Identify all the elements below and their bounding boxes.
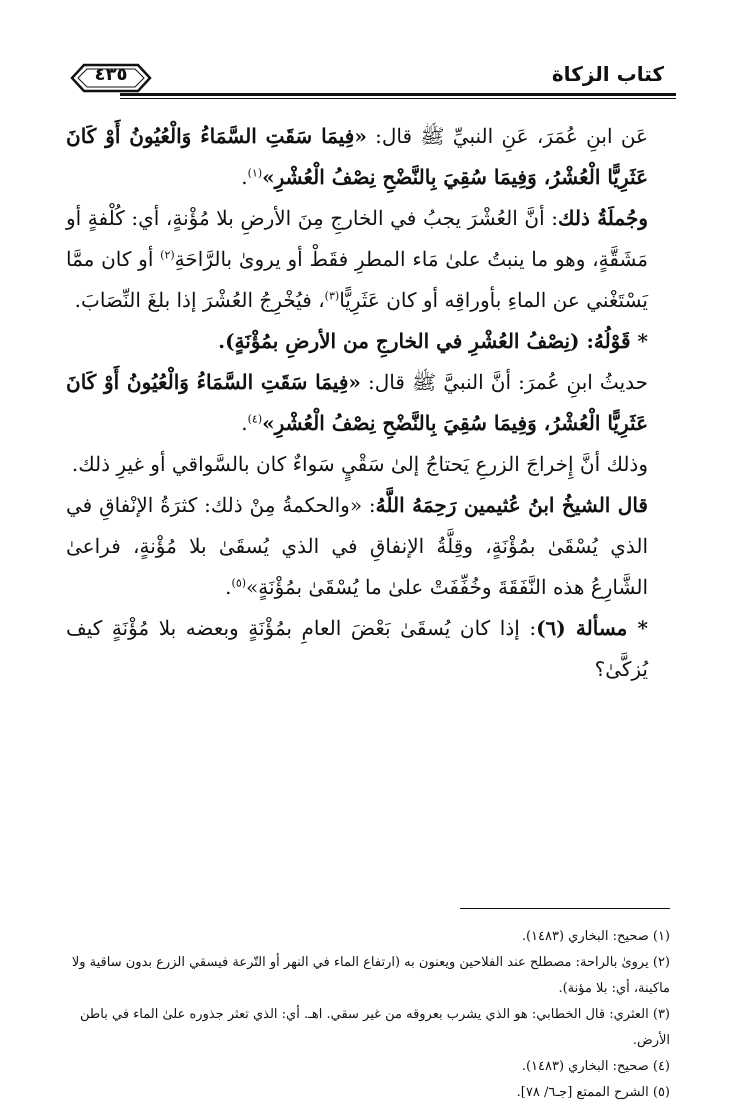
sentence-end: .	[241, 165, 248, 189]
page-number-badge	[70, 62, 152, 94]
page-header	[60, 52, 676, 104]
hadith-quote: «فِيمَا سَقَتِ السَّمَاءُ وَالْعُيُونُ أَوْ كَانَ عَثَرِيًّا الْعُشْرُ، وَفِيمَا سُقِيَ بِالنَّضْحِ نِصْفُ الْعُشْرِ»	[66, 370, 648, 435]
footnote-5: (٥) الشرح الممتع [جـ٦/ ٧٨].	[516, 1085, 670, 1100]
footnote-ref: (٢)	[160, 248, 175, 262]
summary-text: : أنَّ العُشْرَ يجبُ في الخارجِ مِنَ الأرضِ بلا مُؤْنةٍ، أي: كُلْفةٍ أو مَشَقَّةٍ، وهو ما ينبتُ علىٰ مَاء المطرِ فقَطْ أو يروىٰ بالرَّاحَةِ	[66, 206, 648, 271]
footnote-4: (٤) صحيح: البخاري (١٤٨٣).	[521, 1059, 670, 1074]
paragraph-summary	[66, 198, 670, 321]
summary-mid: أو كان ممَّا يَسْتَغْني عن الماءِ بأوراقِه أو كان عَثَرِيًّا	[66, 247, 648, 312]
scholar-lead: قال الشيخُ ابنُ عُثيمين رَحِمَهُ اللَّهُ	[375, 493, 648, 517]
footnote-ref: (٣)	[324, 289, 340, 303]
footnote-ref: (٥)	[231, 576, 247, 590]
paragraph-hadith-2	[66, 362, 670, 444]
summary-lead: وجُملَةُ ذلك	[558, 206, 648, 230]
main-text	[66, 116, 670, 690]
hadith-intro: عَن ابنِ عُمَرَ، عَنِ النبيِّ ﷺ قال:	[366, 124, 648, 148]
footnote-2: (٢) يرویٰ بالراحة: مصطلح عند الفلاحين ويعنون به (ارتفاع الماء في النهر أو التّرعة فيسقي الزرع بدون ساقية ولا ماكينة، أي: بلا مؤنة).	[71, 955, 670, 996]
paragraph-hadith-1	[66, 116, 670, 198]
footnote-ref: (١)	[247, 166, 263, 180]
footnote-1: (١) صحيح: البخاري (١٤٨٣).	[521, 929, 670, 944]
header-rule-thin	[120, 98, 676, 99]
page-number: ٤٣٥	[94, 64, 128, 85]
sentence-end: .	[241, 411, 248, 435]
scholar-quote: : «والحكمةُ مِنْ ذلك: كثرَةُ الإنْفاقِ في الذي يُسْقَىٰ بمُؤْنَةٍ، وقِلَّةُ الإنفاقِ في الذي يُسقَىٰ بلا مُؤْنةٍ، فراعىٰ الشَّارِعُ هذه النَّفَقَةَ وخُفِّفَتْ علىٰ ما يُسْقَىٰ بمُؤْنَةٍ»	[66, 493, 648, 599]
paragraph-ibn-uthaymin	[66, 485, 670, 608]
hadith-intro: حديثُ ابنِ عُمرَ: أنَّ النبيَّ ﷺ قال:	[360, 370, 648, 394]
hadith-quote: «فِيمَا سَقَتِ السَّمَاءُ وَالْعُيُونُ أَوْ كَانَ عَثَرِيًّا الْعُشْرُ، وَفِيمَا سُقِيَ بِالنَّضْحِ نِصْفُ الْعُشْرِ»	[66, 124, 648, 189]
sentence-end: .	[225, 575, 232, 599]
footnotes	[66, 924, 670, 1106]
footnote-ref: (٤)	[247, 412, 263, 426]
issue-text: : إذا كان يُسقَىٰ بَعْضَ العامِ بمُؤْنَةٍ وبعضه بلا مُؤْنَةٍ كيف يُزكَّىٰ؟	[66, 616, 648, 681]
paragraph-issue-6	[66, 608, 670, 690]
header-rule	[120, 93, 676, 96]
chapter-title: كتاب الزكاة	[551, 62, 664, 86]
paragraph-explanation: وذلك أنَّ إِخراجَ الزرعِ يَحتاجُ إلىٰ سَقْيٍ سَواءٌ كان بالسَّواقي أو غيرِ ذلك.	[71, 452, 648, 476]
footnote-3: (٣) العثري: قال الخطابي: هو الذي يشرب بعروقه من غير سقي. اهـ. أي: الذي تعثر جذوره علىٰ الماء في باطن الأرض.	[80, 1007, 670, 1048]
issue-lead: * مسألة (٦)	[536, 616, 649, 640]
section-heading-half-tithe: * قَوْلُهُ: (نِصْفُ العُشْرِ في الخارجِ من الأرضِ بمُؤْنَةٍ).	[218, 329, 648, 353]
summary-end: ، فيُخْرِجُ العُشْرَ إذا بلغَ النِّصَابَ.	[74, 288, 325, 312]
footnote-separator	[460, 908, 670, 909]
